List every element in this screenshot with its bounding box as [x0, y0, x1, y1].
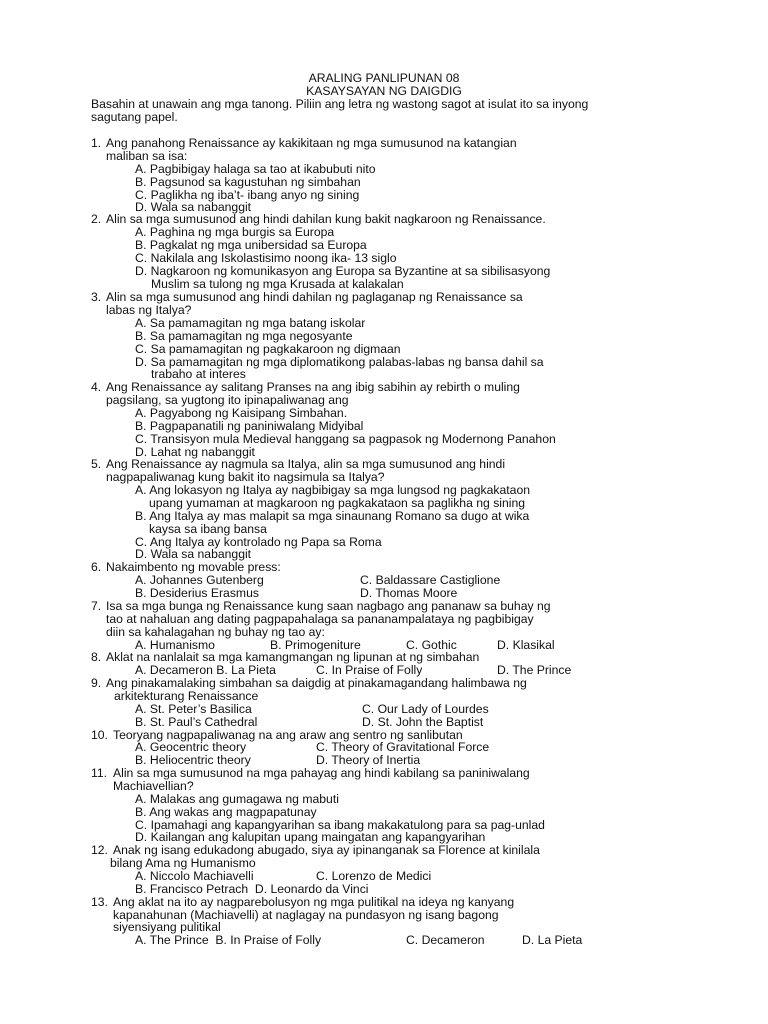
question-text: Ang panahong Renaissance ay kakikitaan ng mga sumusunod na katangian: [106, 136, 517, 150]
question-text: pagsilang, sa yugtong ito ipinapaliwanag ang: [106, 393, 349, 407]
question-text: tao at nahaluan ang dating pagpapahalaga sa pananampalataya ng pagbibigay: [106, 612, 534, 626]
answer-option: B. Heliocentric theory: [135, 753, 251, 767]
answer-option: D. Sa pamamagitan ng mga diplomatikong palabas-labas ng bansa dahil sa: [135, 355, 544, 369]
question-text: Anak ng isang edukadong abugado, siya ay ipinanganak sa Florence at kinilala: [113, 843, 540, 857]
answer-option: C. Gothic: [406, 638, 457, 652]
question-text: Ang aklat na ito ay nagparebolusyon ng mga pulitikal na ideya ng kanyang: [113, 895, 515, 909]
subject-title: ARALING PANLIPUNAN 08: [308, 71, 460, 85]
question-number: 7.: [91, 599, 102, 613]
answer-option: kaysa sa ibang bansa: [149, 522, 267, 536]
answer-option: A. St. Peter’s Basilica: [135, 702, 252, 716]
answer-option: upang yumaman at magkaroon ng pagkakataon sa paglikha ng sining: [149, 496, 526, 510]
answer-option: B. St. Paul’s Cathedral: [135, 715, 258, 729]
answer-option: B. Desiderius Erasmus: [135, 586, 259, 600]
instructions-line: Basahin at unawain ang mga tanong. Piliin ang letra ng wastong sagot at isulat ito sa inyong: [91, 97, 589, 111]
question-text: Ang pinakamalaking simbahan sa daigdig at pinakamagandang halimbawa ng: [106, 676, 527, 690]
question-text: Ang Renaissance ay salitang Pranses na ang ibig sabihin ay rebirth o muling: [106, 380, 520, 394]
question-text: labas ng Italya?: [106, 303, 192, 317]
answer-option: A. The Prince B. In Praise of Folly: [135, 933, 322, 947]
question-text: Alin sa mga sumusunod ang hindi dahilan kung bakit nagkaroon ng Renaissance.: [106, 212, 546, 226]
answer-option: C. Nakilala ang Iskolastisimo noong ika- 13 siglo: [135, 251, 397, 265]
answer-option: B. Sa pamamagitan ng mga negosyante: [135, 329, 353, 343]
answer-option: C. Baldassare Castiglione: [360, 573, 501, 587]
question-number: 12.: [91, 843, 108, 857]
question-number: 6.: [91, 560, 102, 574]
answer-option: D. Lahat ng nabanggit: [135, 445, 255, 459]
answer-option: D. La Pieta: [522, 933, 583, 947]
question-text: kapanahunan (Machiavelli) at naglagay na pundasyon ng isang bagong: [113, 908, 499, 922]
question-number: 1.: [91, 136, 102, 150]
answer-option: A. Humanismo: [135, 638, 215, 652]
question-text: Aklat na nanlalait sa mga kamangmangan ng lipunan at ng simbahan: [106, 650, 480, 664]
question-text: nagpapaliwanag kung bakit ito nagsimula sa Italya?: [106, 470, 385, 484]
question-text: arkitekturang Renaissance: [114, 689, 259, 703]
question-text: Alin sa mga sumusunod ang hindi dahilan ng paglaganap ng Renaissance sa: [106, 290, 523, 304]
answer-option: B. Pagpapanatili ng paniniwalang Midyibal: [135, 419, 364, 433]
answer-option: D. The Prince: [497, 663, 572, 677]
question-text: siyensiyang pulitikal: [113, 920, 221, 934]
answer-option: Muslim sa tulong ng mga Krusada at kalakalan: [151, 277, 404, 291]
question-text: Nakaimbento ng movable press:: [106, 560, 281, 574]
answer-option: D. Wala sa nabanggit: [135, 200, 252, 214]
answer-option: C. In Praise of Folly: [316, 663, 423, 677]
answer-option: A. Pagbibigay halaga sa tao at ikabubuti nito: [135, 162, 376, 176]
answer-option: C. Our Lady of Lourdes: [362, 702, 489, 716]
question-number: 3.: [91, 290, 102, 304]
answer-option: A. Decameron B. La Pieta: [135, 663, 276, 677]
answer-option: C. Theory of Gravitational Force: [316, 740, 490, 754]
answer-option: D. Klasikal: [497, 638, 555, 652]
answer-option: D. Theory of Inertia: [316, 753, 421, 767]
question-text: diin sa kahalagahan ng buhay ng tao ay:: [106, 625, 325, 639]
question-number: 5.: [91, 457, 102, 471]
answer-option: A. Paghina ng mga burgis sa Europa: [135, 225, 335, 239]
answer-option: D. Thomas Moore: [360, 586, 458, 600]
answer-option: C. Paglikha ng iba’t- ibang anyo ng sining: [135, 188, 360, 202]
question-number: 10.: [91, 728, 108, 742]
answer-option: D. Wala sa nabanggit: [135, 547, 252, 561]
question-text: Ang Renaissance ay nagmula sa Italya, alin sa mga sumusunod ang hindi: [106, 457, 506, 471]
answer-option: C. Transisyon mula Medieval hanggang sa pagpasok ng Modernong Panahon: [135, 432, 556, 446]
course-title: KASAYSAYAN NG DAIGDIG: [306, 84, 462, 98]
question-text: maliban sa isa:: [106, 149, 188, 163]
question-text: bilang Ama ng Humanismo: [110, 856, 256, 870]
answer-option: C. Ipamahagi ang kapangyarihan sa ibang makakatulong para sa pag-unlad: [135, 818, 545, 832]
answer-option: C. Decameron: [406, 933, 485, 947]
question-number: 11.: [91, 766, 108, 780]
answer-option: A. Malakas ang gumagawa ng mabuti: [135, 792, 339, 806]
answer-option: A. Niccolo Machiavelli: [135, 869, 254, 883]
answer-option: B. Ang wakas ang magpapatunay: [135, 805, 317, 819]
question-number: 8.: [91, 650, 102, 664]
question-text: Machiavellian?: [113, 779, 194, 793]
question-number: 9.: [91, 676, 102, 690]
answer-option: C. Ang Italya ay kontrolado ng Papa sa Roma: [135, 535, 382, 549]
answer-option: A. Geocentric theory: [135, 740, 247, 754]
answer-option: B. Francisco Petrach D. Leonardo da Vinci: [135, 882, 369, 896]
answer-option: D. Nagkaroon ng komunikasyon ang Europa sa Byzantine at sa sibilisasyong: [135, 264, 551, 278]
question-text: Isa sa mga bunga ng Renaissance kung saan nagbago ang pananaw sa buhay ng: [106, 599, 551, 613]
question-text: Alin sa mga sumusunod na mga pahayag ang hindi kabilang sa paniniwalang: [113, 766, 530, 780]
answer-option: A. Ang lokasyon ng Italya ay nagbibigay sa mga lungsod ng pagkakataon: [135, 483, 531, 497]
answer-option: D. St. John the Baptist: [362, 715, 484, 729]
question-text: Teoryang nagpapaliwanag na ang araw ang sentro ng sanlibutan: [113, 728, 463, 742]
answer-option: D. Kailangan ang kalupitan upang maingatan ang kapangyarihan: [135, 830, 486, 844]
answer-option: B. Ang Italya ay mas malapit sa mga sinaunang Romano sa dugo at wika: [135, 509, 530, 523]
question-number: 2.: [91, 212, 102, 226]
answer-option: B. Pagkalat ng mga unibersidad sa Europa: [135, 238, 367, 252]
answer-option: B. Primogeniture: [270, 638, 361, 652]
answer-option: B. Pagsunod sa kagustuhan ng simbahan: [135, 175, 361, 189]
question-number: 13.: [91, 895, 108, 909]
question-number: 4.: [91, 380, 102, 394]
answer-option: A. Johannes Gutenberg: [135, 573, 264, 587]
answer-option: C. Sa pamamagitan ng pagkakaroon ng digmaan: [135, 342, 401, 356]
answer-option: A. Pagyabong ng Kaisipang Simbahan.: [135, 406, 348, 420]
instructions-line: sagutang papel.: [91, 110, 178, 124]
answer-option: A. Sa pamamagitan ng mga batang iskolar: [135, 316, 366, 330]
answer-option: C. Lorenzo de Medici: [316, 869, 432, 883]
answer-option: trabaho at interes: [151, 367, 246, 381]
